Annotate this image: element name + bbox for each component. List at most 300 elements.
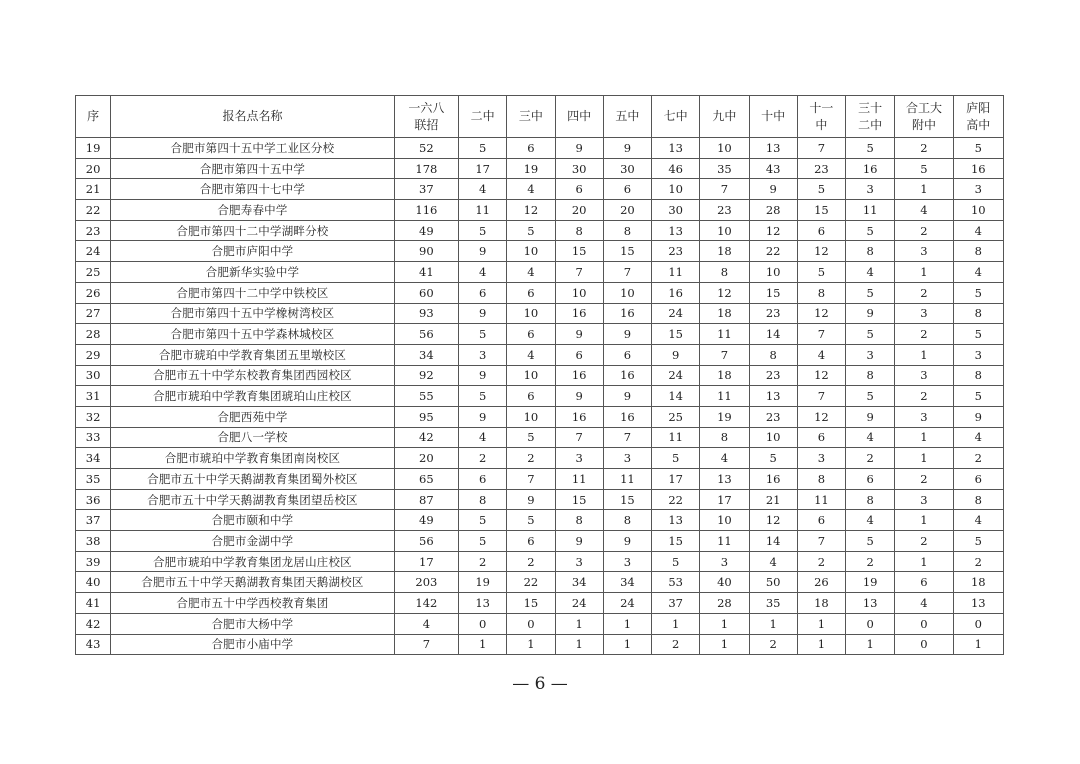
quota-cell: 13 (459, 593, 507, 614)
quota-cell: 1 (652, 613, 700, 634)
quota-cell: 55 (394, 386, 458, 407)
quota-cell: 0 (953, 613, 1003, 634)
site-name-cell: 合肥市五十中学天鹅湖教育集团蜀外校区 (111, 469, 395, 490)
quota-cell: 5 (652, 448, 700, 469)
quota-cell: 2 (846, 551, 895, 572)
enrollment-quota-table (75, 95, 1004, 655)
site-name-cell: 合肥市第四十二中学中铁校区 (111, 282, 395, 303)
quota-cell: 10 (507, 365, 555, 386)
quota-cell: 15 (603, 489, 651, 510)
quota-cell: 7 (797, 324, 845, 345)
quota-cell: 8 (603, 220, 651, 241)
quota-cell: 35 (749, 593, 797, 614)
quota-cell: 15 (749, 282, 797, 303)
quota-cell: 13 (652, 220, 700, 241)
quota-cell: 16 (555, 303, 603, 324)
quota-cell: 10 (652, 179, 700, 200)
table-row (76, 531, 1004, 552)
quota-cell: 12 (700, 282, 749, 303)
quota-cell: 9 (507, 489, 555, 510)
quota-cell: 1 (700, 613, 749, 634)
quota-cell: 9 (603, 138, 651, 159)
quota-cell: 56 (394, 531, 458, 552)
quota-cell: 13 (652, 138, 700, 159)
quota-cell: 4 (846, 510, 895, 531)
quota-cell: 5 (507, 220, 555, 241)
quota-cell: 1 (895, 510, 953, 531)
quota-cell: 1 (846, 634, 895, 655)
row-index-cell: 31 (76, 386, 111, 407)
quota-cell: 8 (749, 344, 797, 365)
quota-cell: 2 (846, 448, 895, 469)
quota-cell: 4 (459, 427, 507, 448)
quota-cell: 6 (953, 469, 1003, 490)
quota-cell: 9 (555, 324, 603, 345)
quota-cell: 4 (507, 262, 555, 283)
quota-cell: 8 (846, 241, 895, 262)
quota-cell: 7 (797, 386, 845, 407)
quota-cell: 9 (459, 406, 507, 427)
row-index-cell: 35 (76, 469, 111, 490)
quota-cell: 30 (555, 158, 603, 179)
quota-cell: 0 (507, 613, 555, 634)
quota-cell: 23 (700, 200, 749, 221)
table-row (76, 572, 1004, 593)
quota-cell: 5 (953, 531, 1003, 552)
quota-cell: 2 (459, 551, 507, 572)
quota-cell: 25 (652, 406, 700, 427)
quota-cell: 2 (895, 324, 953, 345)
row-index-cell: 24 (76, 241, 111, 262)
quota-cell: 20 (603, 200, 651, 221)
row-index-cell: 27 (76, 303, 111, 324)
column-header: 十一 中 (797, 96, 845, 138)
quota-cell: 3 (459, 344, 507, 365)
quota-cell: 5 (507, 510, 555, 531)
site-name-cell: 合肥市琥珀中学教育集团五里墩校区 (111, 344, 395, 365)
table-row (76, 386, 1004, 407)
table-row (76, 613, 1004, 634)
page-number: — 6 — (512, 674, 568, 694)
site-name-cell: 合肥市第四十五中学森林城校区 (111, 324, 395, 345)
site-name-cell: 合肥寿春中学 (111, 200, 395, 221)
quota-cell: 3 (895, 406, 953, 427)
quota-cell: 22 (749, 241, 797, 262)
site-name-cell: 合肥市金湖中学 (111, 531, 395, 552)
quota-cell: 0 (895, 613, 953, 634)
quota-cell: 2 (895, 220, 953, 241)
column-header: 一六八 联招 (394, 96, 458, 138)
quota-cell: 23 (749, 365, 797, 386)
column-header: 五中 (603, 96, 651, 138)
quota-cell: 11 (846, 200, 895, 221)
quota-cell: 12 (749, 510, 797, 531)
column-header: 四中 (555, 96, 603, 138)
quota-cell: 14 (749, 531, 797, 552)
site-name-cell: 合肥市五十中学西校教育集团 (111, 593, 395, 614)
quota-cell: 4 (394, 613, 458, 634)
quota-cell: 87 (394, 489, 458, 510)
quota-cell: 4 (953, 427, 1003, 448)
quota-cell: 2 (895, 282, 953, 303)
table-row (76, 489, 1004, 510)
quota-cell: 95 (394, 406, 458, 427)
quota-cell: 23 (797, 158, 845, 179)
quota-cell: 6 (603, 179, 651, 200)
row-index-cell: 43 (76, 634, 111, 655)
quota-cell: 1 (953, 634, 1003, 655)
quota-cell: 5 (652, 551, 700, 572)
quota-cell: 4 (459, 179, 507, 200)
quota-cell: 11 (797, 489, 845, 510)
quota-cell: 42 (394, 427, 458, 448)
quota-cell: 24 (555, 593, 603, 614)
quota-cell: 24 (603, 593, 651, 614)
quota-cell: 13 (953, 593, 1003, 614)
table-row (76, 241, 1004, 262)
site-name-cell: 合肥西苑中学 (111, 406, 395, 427)
quota-cell: 15 (652, 531, 700, 552)
quota-cell: 90 (394, 241, 458, 262)
site-name-cell: 合肥市五十中学天鹅湖教育集团望岳校区 (111, 489, 395, 510)
site-name-cell: 合肥市第四十五中学 (111, 158, 395, 179)
quota-cell: 9 (846, 303, 895, 324)
table-row (76, 510, 1004, 531)
quota-cell: 2 (652, 634, 700, 655)
quota-cell: 17 (394, 551, 458, 572)
quota-cell: 6 (459, 469, 507, 490)
quota-cell: 4 (507, 179, 555, 200)
column-header: 九中 (700, 96, 749, 138)
quota-cell: 43 (749, 158, 797, 179)
quota-cell: 12 (749, 220, 797, 241)
row-index-cell: 41 (76, 593, 111, 614)
quota-cell: 5 (797, 262, 845, 283)
column-header: 二中 (459, 96, 507, 138)
quota-cell: 3 (797, 448, 845, 469)
quota-cell: 53 (652, 572, 700, 593)
quota-cell: 19 (700, 406, 749, 427)
quota-cell: 15 (555, 241, 603, 262)
quota-cell: 8 (797, 282, 845, 303)
table-row (76, 593, 1004, 614)
quota-cell: 142 (394, 593, 458, 614)
quota-cell: 5 (846, 282, 895, 303)
quota-cell: 5 (459, 138, 507, 159)
site-name-cell: 合肥新华实验中学 (111, 262, 395, 283)
row-index-cell: 34 (76, 448, 111, 469)
site-name-cell: 合肥市五十中学天鹅湖教育集团天鹅湖校区 (111, 572, 395, 593)
quota-cell: 12 (797, 406, 845, 427)
quota-cell: 9 (459, 241, 507, 262)
quota-cell: 9 (459, 365, 507, 386)
row-index-cell: 33 (76, 427, 111, 448)
quota-cell: 4 (953, 220, 1003, 241)
quota-cell: 0 (459, 613, 507, 634)
row-index-cell: 23 (76, 220, 111, 241)
quota-cell: 0 (846, 613, 895, 634)
quota-cell: 2 (895, 469, 953, 490)
quota-cell: 46 (652, 158, 700, 179)
quota-cell: 23 (749, 406, 797, 427)
row-index-cell: 29 (76, 344, 111, 365)
quota-cell: 1 (507, 634, 555, 655)
quota-cell: 4 (507, 344, 555, 365)
quota-cell: 1 (797, 613, 845, 634)
quota-cell: 37 (394, 179, 458, 200)
column-header: 七中 (652, 96, 700, 138)
row-index-cell: 26 (76, 282, 111, 303)
quota-cell: 4 (459, 262, 507, 283)
table-row (76, 158, 1004, 179)
quota-cell: 34 (394, 344, 458, 365)
quota-cell: 116 (394, 200, 458, 221)
quota-cell: 65 (394, 469, 458, 490)
quota-cell: 8 (603, 510, 651, 531)
site-name-cell: 合肥市琥珀中学教育集团南岗校区 (111, 448, 395, 469)
quota-cell: 3 (700, 551, 749, 572)
site-name-cell: 合肥市琥珀中学教育集团龙居山庄校区 (111, 551, 395, 572)
site-name-cell: 合肥市大杨中学 (111, 613, 395, 634)
quota-cell: 18 (953, 572, 1003, 593)
quota-cell: 15 (652, 324, 700, 345)
quota-cell: 22 (507, 572, 555, 593)
quota-cell: 3 (895, 241, 953, 262)
quota-cell: 8 (700, 427, 749, 448)
quota-cell: 6 (555, 344, 603, 365)
quota-cell: 3 (555, 448, 603, 469)
quota-cell: 30 (652, 200, 700, 221)
row-index-cell: 20 (76, 158, 111, 179)
table-header-row (76, 96, 1004, 138)
quota-cell: 7 (507, 469, 555, 490)
quota-cell: 56 (394, 324, 458, 345)
quota-cell: 18 (700, 303, 749, 324)
column-header: 三十 二中 (846, 96, 895, 138)
quota-cell: 24 (652, 303, 700, 324)
quota-cell: 17 (459, 158, 507, 179)
quota-cell: 10 (555, 282, 603, 303)
quota-cell: 12 (797, 303, 845, 324)
row-index-cell: 19 (76, 138, 111, 159)
quota-cell: 5 (797, 179, 845, 200)
site-name-cell: 合肥市颐和中学 (111, 510, 395, 531)
quota-cell: 19 (507, 158, 555, 179)
quota-cell: 5 (846, 531, 895, 552)
quota-cell: 8 (555, 220, 603, 241)
quota-cell: 1 (797, 634, 845, 655)
quota-cell: 10 (953, 200, 1003, 221)
quota-cell: 11 (603, 469, 651, 490)
quota-cell: 3 (555, 551, 603, 572)
quota-cell: 2 (953, 551, 1003, 572)
table-row (76, 303, 1004, 324)
quota-cell: 3 (895, 489, 953, 510)
quota-cell: 5 (459, 220, 507, 241)
quota-cell: 2 (895, 531, 953, 552)
quota-cell: 1 (603, 634, 651, 655)
table-row (76, 220, 1004, 241)
quota-cell: 1 (555, 634, 603, 655)
quota-cell: 18 (700, 365, 749, 386)
quota-cell: 5 (895, 158, 953, 179)
quota-cell: 20 (555, 200, 603, 221)
quota-cell: 10 (749, 262, 797, 283)
quota-cell: 1 (895, 179, 953, 200)
quota-cell: 17 (700, 489, 749, 510)
quota-cell: 5 (846, 138, 895, 159)
quota-cell: 9 (846, 406, 895, 427)
site-name-cell: 合肥八一学校 (111, 427, 395, 448)
quota-cell: 7 (394, 634, 458, 655)
site-name-cell: 合肥市第四十五中学橡树湾校区 (111, 303, 395, 324)
quota-cell: 6 (895, 572, 953, 593)
quota-cell: 40 (700, 572, 749, 593)
quota-cell: 6 (555, 179, 603, 200)
quota-cell: 11 (700, 531, 749, 552)
column-header: 报名点名称 (111, 96, 395, 138)
quota-cell: 5 (459, 531, 507, 552)
quota-cell: 30 (603, 158, 651, 179)
quota-cell: 16 (846, 158, 895, 179)
quota-cell: 23 (652, 241, 700, 262)
quota-cell: 7 (700, 344, 749, 365)
quota-cell: 1 (459, 634, 507, 655)
quota-cell: 1 (895, 427, 953, 448)
quota-cell: 15 (797, 200, 845, 221)
quota-cell: 28 (700, 593, 749, 614)
quota-cell: 15 (555, 489, 603, 510)
quota-cell: 9 (603, 386, 651, 407)
quota-cell: 3 (895, 365, 953, 386)
quota-cell: 11 (700, 386, 749, 407)
quota-cell: 8 (459, 489, 507, 510)
quota-cell: 7 (797, 531, 845, 552)
row-index-cell: 37 (76, 510, 111, 531)
quota-cell: 18 (700, 241, 749, 262)
quota-cell: 19 (459, 572, 507, 593)
column-header: 合工大 附中 (895, 96, 953, 138)
quota-cell: 18 (797, 593, 845, 614)
quota-cell: 3 (603, 448, 651, 469)
quota-cell: 19 (846, 572, 895, 593)
table-row (76, 365, 1004, 386)
quota-cell: 7 (700, 179, 749, 200)
quota-cell: 5 (459, 510, 507, 531)
row-index-cell: 38 (76, 531, 111, 552)
quota-cell: 8 (555, 510, 603, 531)
quota-cell: 178 (394, 158, 458, 179)
quota-cell: 9 (749, 179, 797, 200)
table-row (76, 282, 1004, 303)
site-name-cell: 合肥市第四十二中学湖畔分校 (111, 220, 395, 241)
quota-cell: 52 (394, 138, 458, 159)
quota-cell: 16 (652, 282, 700, 303)
quota-cell: 9 (555, 138, 603, 159)
quota-cell: 13 (652, 510, 700, 531)
quota-cell: 2 (507, 448, 555, 469)
quota-cell: 6 (797, 510, 845, 531)
column-header: 庐阳 高中 (953, 96, 1003, 138)
quota-cell: 1 (895, 262, 953, 283)
quota-cell: 5 (507, 427, 555, 448)
quota-cell: 41 (394, 262, 458, 283)
quota-cell: 1 (895, 551, 953, 572)
table-row (76, 634, 1004, 655)
quota-cell: 37 (652, 593, 700, 614)
quota-cell: 9 (555, 531, 603, 552)
row-index-cell: 22 (76, 200, 111, 221)
quota-cell: 15 (603, 241, 651, 262)
table-row (76, 179, 1004, 200)
quota-cell: 8 (953, 303, 1003, 324)
row-index-cell: 32 (76, 406, 111, 427)
quota-cell: 16 (953, 158, 1003, 179)
quota-cell: 2 (895, 386, 953, 407)
quota-cell: 1 (895, 448, 953, 469)
table-row (76, 406, 1004, 427)
quota-cell: 4 (895, 593, 953, 614)
quota-cell: 12 (797, 365, 845, 386)
quota-cell: 16 (555, 365, 603, 386)
table-row (76, 138, 1004, 159)
quota-cell: 203 (394, 572, 458, 593)
quota-cell: 4 (846, 262, 895, 283)
quota-cell: 60 (394, 282, 458, 303)
quota-cell: 5 (459, 324, 507, 345)
quota-cell: 9 (603, 324, 651, 345)
quota-cell: 0 (895, 634, 953, 655)
quota-cell: 2 (797, 551, 845, 572)
row-index-cell: 40 (76, 572, 111, 593)
quota-cell: 4 (749, 551, 797, 572)
quota-cell: 22 (652, 489, 700, 510)
quota-cell: 34 (603, 572, 651, 593)
quota-cell: 26 (797, 572, 845, 593)
quota-cell: 2 (749, 634, 797, 655)
table-row (76, 551, 1004, 572)
site-name-cell: 合肥市琥珀中学教育集团琥珀山庄校区 (111, 386, 395, 407)
quota-cell: 10 (507, 406, 555, 427)
site-name-cell: 合肥市庐阳中学 (111, 241, 395, 262)
column-header: 序 (76, 96, 111, 138)
quota-cell: 21 (749, 489, 797, 510)
quota-cell: 6 (507, 531, 555, 552)
column-header: 十中 (749, 96, 797, 138)
quota-cell: 10 (700, 510, 749, 531)
quota-cell: 8 (953, 489, 1003, 510)
quota-cell: 6 (846, 469, 895, 490)
quota-cell: 16 (603, 303, 651, 324)
quota-cell: 6 (797, 220, 845, 241)
quota-cell: 4 (895, 200, 953, 221)
row-index-cell: 30 (76, 365, 111, 386)
table-row (76, 262, 1004, 283)
table-body (76, 138, 1004, 655)
quota-cell: 4 (797, 344, 845, 365)
row-index-cell: 42 (76, 613, 111, 634)
quota-cell: 4 (846, 427, 895, 448)
quota-cell: 50 (749, 572, 797, 593)
quota-cell: 92 (394, 365, 458, 386)
quota-cell: 10 (507, 303, 555, 324)
row-index-cell: 39 (76, 551, 111, 572)
quota-cell: 7 (603, 262, 651, 283)
quota-cell: 5 (953, 324, 1003, 345)
quota-cell: 5 (953, 138, 1003, 159)
quota-cell: 8 (797, 469, 845, 490)
quota-cell: 6 (507, 138, 555, 159)
